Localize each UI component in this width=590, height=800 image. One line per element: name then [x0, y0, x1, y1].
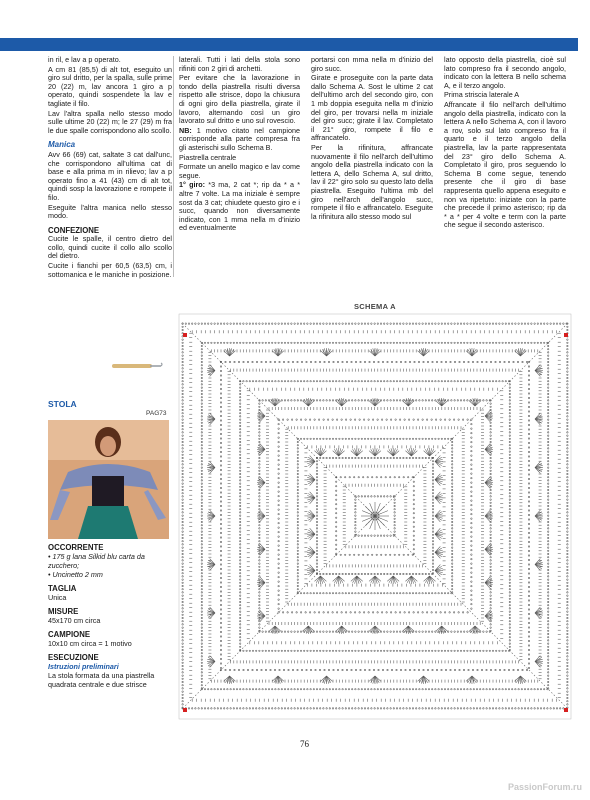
nb-label: NB: — [179, 125, 192, 135]
giro-text: *3 ma, 2 cat *; rip da * a * altre 7 volte. La ma iniziale è sempre sost da 3 cat; chiudete questo giro e i succ, quando non diversamente indicato, con 1 mma nella m d'inizio ed eventualmente — [179, 180, 300, 233]
crochet-diagram-schema-a — [178, 313, 572, 720]
watermark: PassionForum.ru — [507, 782, 582, 792]
taglia-heading: TAGLIA — [48, 584, 77, 593]
occorrente-item: • Uncinetto 2 mm — [48, 570, 103, 579]
occorrente-heading: OCCORRENTE — [48, 543, 104, 552]
text-column-2 — [179, 56, 300, 234]
col2-paragraph: laterali. Tutti i lati della stola sono rifiniti con 2 giri di archetti. — [179, 55, 300, 73]
misure-value: 45x170 cm circa — [48, 616, 101, 625]
misure-heading: MISURE — [48, 607, 79, 616]
column-divider — [173, 56, 174, 277]
text-column-4 — [444, 56, 566, 231]
confezione-heading: CONFEZIONE — [48, 225, 100, 235]
manica-text: Eseguite l'altra manica nello stesso modo. — [48, 202, 172, 221]
col1-paragraph: A cm 81 (85,5) di alt tot, eseguito un giro sul dritto, per la spalla, sulle prime 20 (22) m, lav ancora 1 giro a p operato, quindi sospendete la lav e tagliate il filo. — [48, 64, 172, 108]
page-number: 76 — [300, 739, 309, 749]
campione-heading: CAMPIONE — [48, 630, 91, 639]
esecuzione-heading: ESECUZIONE — [48, 653, 99, 662]
stola-info — [48, 543, 173, 689]
top-color-bar — [0, 38, 590, 51]
page-reference: PAG73 — [146, 410, 167, 417]
col2-paragraph: Per evitare che la lavorazione in tondo della piastrella risulti diversa rispetto alle strisce, dopo la chiusura di ogni giro della piastrella, girate il lavoro, alternando così un giro lavorato sul dritto e uno sul rovescio. — [179, 73, 300, 126]
istruzioni-heading: Istruzioni preliminari — [48, 662, 119, 671]
nb-text: 1 motivo citato nel campione corrisponde alla parte compresa fra gli asterischi sullo Schema B. — [179, 125, 300, 152]
col2-paragraph: Formate un anello magico e lav come segue. — [179, 162, 300, 180]
campione-value: 10x10 cm circa = 1 motivo — [48, 639, 132, 648]
nb-paragraph — [179, 127, 300, 153]
col1-paragraph: Lav l'altra spalla nello stesso modo sulle ultime 20 (22) m; le 27 (29) m fra le due spalle corrispondono allo scollo. — [48, 108, 172, 135]
giro-label: 1° giro: — [179, 180, 206, 190]
manica-text: Avv 66 (69) cat, saltate 3 cat dall'unc, che corrispondono all'ultima cat di base e alla prima m in rilievo; lav a p operato fino a 41 (43) cm di alt tot, quindi sosp la lavorazione e rompete il filo. — [48, 149, 172, 202]
occorrente-item: • 175 g lana Silkid blu carta da zucchero; — [48, 552, 145, 570]
confezione-text: Cucite i fianchi per 60,5 (63,5) cm, i sottomanica e le maniche in posizione. — [48, 261, 172, 279]
model-photo — [48, 420, 169, 539]
schema-a-title: SCHEMA A — [354, 302, 396, 311]
text-column-1 — [48, 56, 172, 280]
giro-paragraph — [179, 181, 300, 233]
col3-paragraph: portarsi con mma nella m d'inizio del giro succ. — [311, 55, 433, 73]
taglia-value: Unica — [48, 593, 67, 602]
col4-paragraph: Affrancate il filo nell'arch dell'ultimo angolo della piastrella, indicato con la lettera A nello Schema A, con il lavoro a rov, solo sul lato compreso fra il quarto e il terzo angolo della piastrella, lav la parte rappresentata del 23° giro dello Schema A. Completato il giro, pros seguendo lo Schema B come segue, tenendo presente che il giro di base rappresenta quello appena eseguito e non va ripetuto: iniziate con la parte che precede il primo asterisco; rip da * a * per 4 volte e term con la parte che segue il secondo asterisco. — [444, 99, 566, 230]
stola-heading: STOLA — [48, 399, 77, 409]
manica-heading: Manica — [48, 140, 76, 150]
col2-paragraph: Piastrella centrale — [179, 152, 237, 162]
col1-paragraph: in ril, e lav a p operato. — [48, 55, 121, 64]
col3-paragraph: Girate e proseguite con la parte data dallo Schema A. Sost le ultime 2 cat dell'ultimo arch del secondo giro, con 1 mb doppia eseguita nella m d'inizio del giro, per trovarsi nella m iniziale del giro succ; girate il lav. Completato il 21° giro, rompete il filo e affrancatelo. — [311, 73, 433, 143]
col4-paragraph: Prima striscia laterale A — [444, 90, 520, 100]
col4-paragraph: lato opposto della piastrella, cioè sul lato compreso fra il secondo angolo, indicato con la lettera B nello schema A, e il terzo angolo. — [444, 55, 566, 90]
confezione-text: Cucite le spalle, il centro dietro del collo, quindi cucite il collo allo scollo del dietro. — [48, 234, 172, 261]
crochet-hook-icon — [112, 360, 164, 372]
istruzioni-text: La stola formata da una piastrella quadrata centrale e due strisce — [48, 671, 155, 689]
col3-paragraph: Per la rifinitura, affrancate nuovamente il filo nell'arch dell'ultimo angolo della piastrella indicato con la lettera A, dello Schema A, sul dritto, lav il 22° giro solo su questo lato della piastrella. Eseguito l'ultima mb del giro nell'arch dell'angolo succ, rompete il filo e affrancatelo. Eseguite la rifinitura allo stesso modo sul — [311, 142, 433, 221]
text-column-3 — [311, 56, 433, 222]
